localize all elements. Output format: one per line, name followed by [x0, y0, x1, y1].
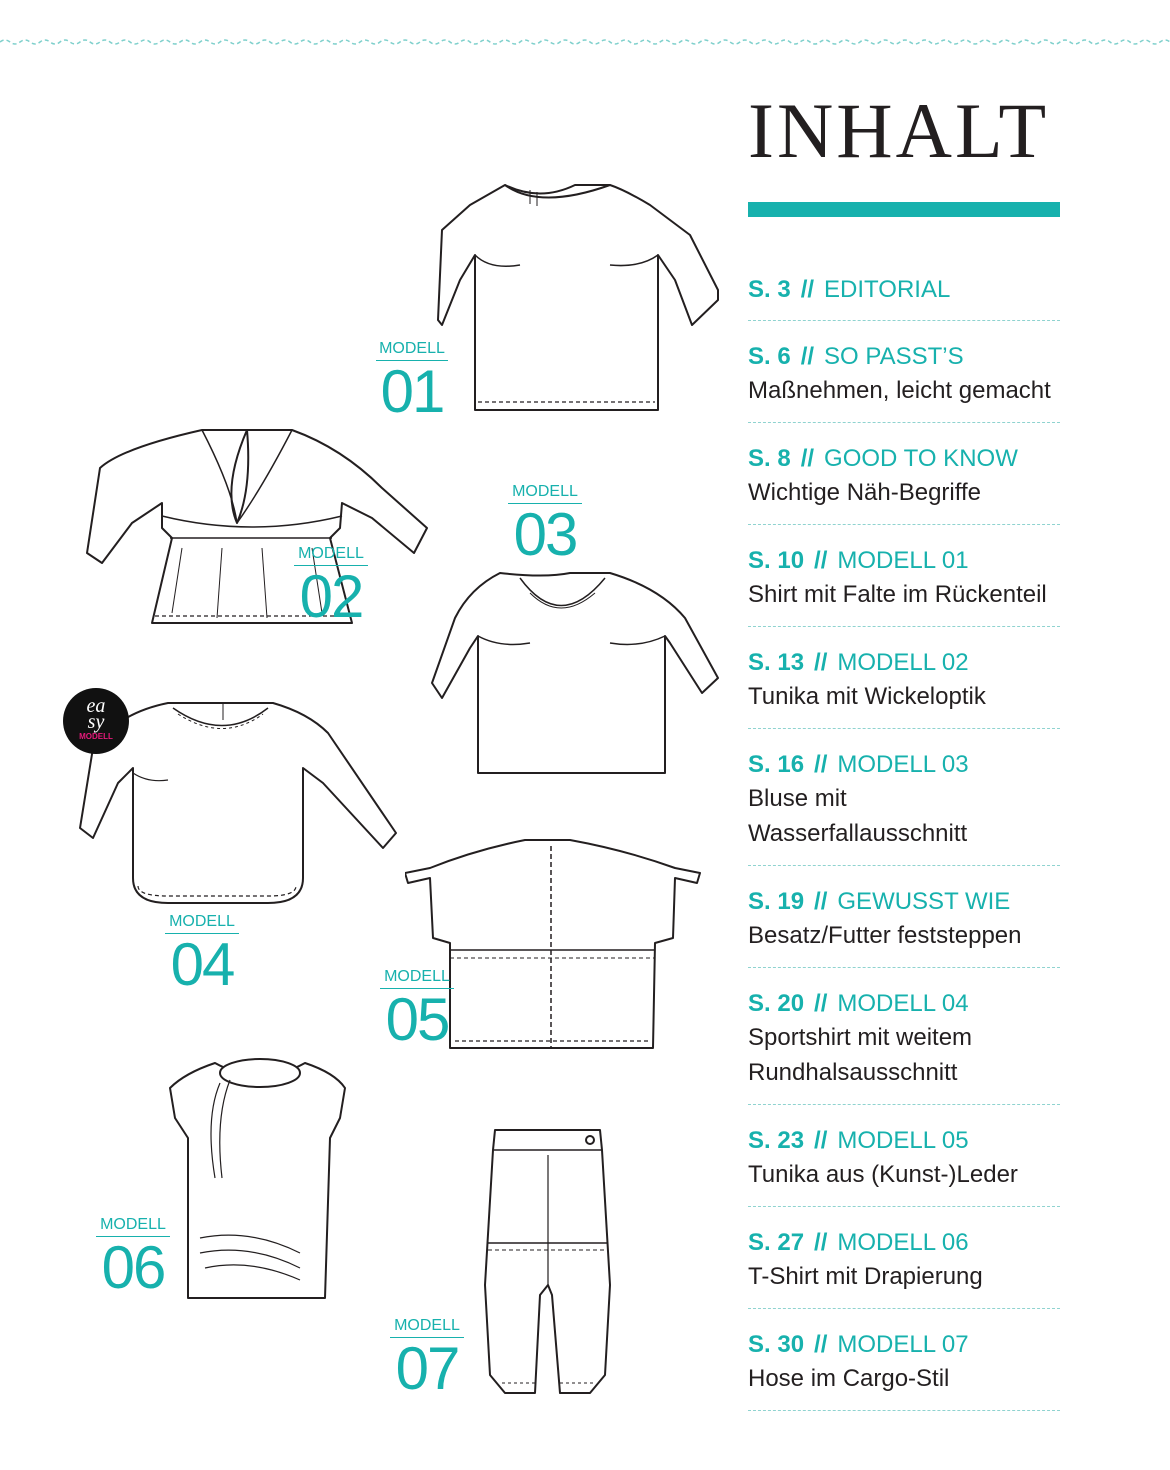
toc-section: MODELL 02	[837, 649, 969, 676]
model-label-05: MODELL 05	[380, 968, 454, 1051]
toc-subtitle: Maßnehmen, leicht gemacht	[748, 377, 1051, 404]
badge-line-1: ea	[86, 695, 106, 717]
badge-line-2: sy	[87, 711, 105, 733]
toc-entry[interactable]: S. 23 // MODELL 05 Tunika aus (Kunst-)Leder	[748, 1119, 1060, 1207]
decorative-stitch-line	[0, 36, 1170, 48]
toc-page: S. 6	[748, 343, 791, 370]
garment-sketch-modell-02[interactable]	[82, 428, 430, 628]
badge-line-3: MODELL	[79, 732, 113, 741]
toc-subtitle: Bluse mit Wasserfallausschnitt	[748, 785, 968, 847]
toc-entry[interactable]: S. 8 // GOOD TO KNOW Wichtige Näh-Begriffe	[748, 437, 1060, 525]
toc-entry[interactable]: S. 16 // MODELL 03 Bluse mit Wasserfallausschnitt	[748, 743, 1060, 866]
toc-entry[interactable]: S. 30 // MODELL 07 Hose im Cargo-Stil	[748, 1323, 1060, 1411]
toc-section: GEWUSST WIE	[837, 888, 1011, 915]
toc-page: S. 23	[748, 1127, 805, 1154]
toc-subtitle: Besatz/Futter feststeppen	[748, 922, 1022, 949]
toc-subtitle: Wichtige Näh-Begriffe	[748, 479, 981, 506]
garment-sketch-modell-01[interactable]	[430, 180, 722, 416]
model-label-02: MODELL 02	[294, 545, 368, 628]
toc-section: SO PASST’S	[824, 343, 964, 370]
toc-page: S. 19	[748, 888, 805, 915]
model-label-07: MODELL 07	[390, 1317, 464, 1400]
toc-entry[interactable]: S. 19 // GEWUSST WIE Besatz/Futter feststeppen	[748, 880, 1060, 968]
toc-entry[interactable]: S. 20 // MODELL 04 Sportshirt mit weitem Rundhalsausschnitt	[748, 982, 1060, 1105]
toc-subtitle: Shirt mit Falte im Rückenteil	[748, 581, 1047, 608]
toc-subtitle: T-Shirt mit Drapierung	[748, 1263, 983, 1290]
toc-entry[interactable]: S. 6 // SO PASST’S Maßnehmen, leicht gemacht	[748, 335, 1060, 423]
toc-section: EDITORIAL	[824, 276, 951, 303]
garment-sketch-modell-06[interactable]	[160, 1058, 356, 1304]
toc-entry[interactable]: S. 27 // MODELL 06 T-Shirt mit Drapierung	[748, 1221, 1060, 1309]
toc-subtitle: Tunika aus (Kunst-)Leder	[748, 1161, 1018, 1188]
toc-subtitle: Sportshirt mit weitem Rundhalsausschnitt	[748, 1024, 973, 1086]
easy-modell-badge	[63, 688, 129, 754]
toc-section: MODELL 03	[837, 751, 969, 778]
toc-section: MODELL 04	[837, 990, 969, 1017]
toc-page: S. 20	[748, 990, 805, 1017]
table-of-contents	[748, 268, 1060, 1425]
toc-page: S. 13	[748, 649, 805, 676]
toc-page: S. 8	[748, 445, 791, 472]
toc-entry[interactable]: S. 3 // EDITORIAL	[748, 268, 1060, 321]
toc-section: GOOD TO KNOW	[824, 445, 1018, 472]
toc-section: MODELL 06	[837, 1229, 969, 1256]
toc-page: S. 30	[748, 1331, 805, 1358]
model-label-03: MODELL 03	[508, 483, 582, 566]
model-label-04: MODELL 04	[165, 913, 239, 996]
page-title: INHALT	[748, 87, 1050, 174]
toc-section: MODELL 07	[837, 1331, 969, 1358]
toc-page: S. 3	[748, 276, 791, 303]
title-underline-bar	[748, 202, 1060, 217]
model-label-06: MODELL 06	[96, 1216, 170, 1299]
toc-page: S. 27	[748, 1229, 805, 1256]
toc-section: MODELL 05	[837, 1127, 969, 1154]
garment-sketch-modell-03[interactable]	[430, 568, 720, 778]
toc-subtitle: Tunika mit Wickeloptik	[748, 683, 986, 710]
garment-sketch-modell-07[interactable]	[480, 1125, 616, 1395]
toc-page: S. 10	[748, 547, 805, 574]
model-label-01: MODELL 01	[376, 340, 448, 423]
toc-entry[interactable]: S. 10 // MODELL 01 Shirt mit Falte im Rückenteil	[748, 539, 1060, 627]
toc-entry[interactable]: S. 13 // MODELL 02 Tunika mit Wickeloptik	[748, 641, 1060, 729]
toc-subtitle: Hose im Cargo-Stil	[748, 1365, 950, 1392]
toc-section: MODELL 01	[837, 547, 969, 574]
toc-page: S. 16	[748, 751, 805, 778]
